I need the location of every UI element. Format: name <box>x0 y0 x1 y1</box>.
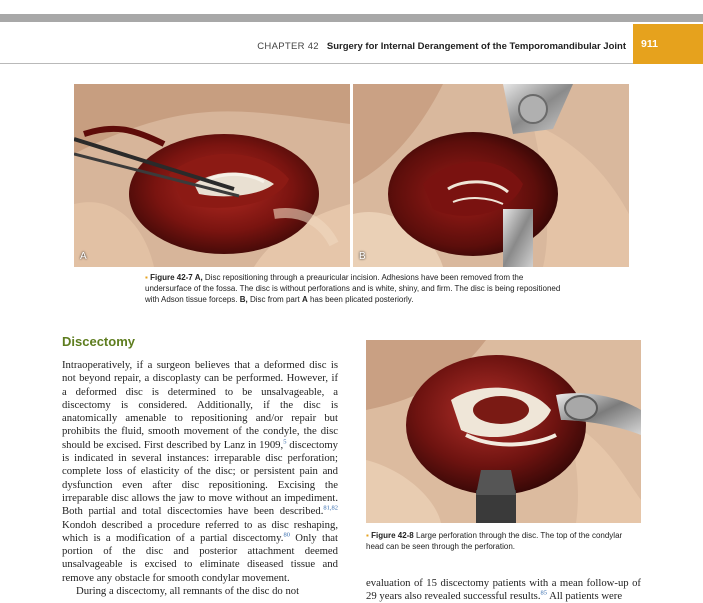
body-column-right <box>366 577 641 603</box>
ref-80[interactable]: 80 <box>283 531 290 539</box>
body-column-left <box>62 359 338 598</box>
right-text-b: All patients were <box>547 590 623 603</box>
p1-text-c: Kondoh described a procedure referred to as disc reshaping, which is a modification of a partial discectomy. <box>62 518 338 544</box>
chapter-title: Surgery for Internal Derangement of the Temporomandibular Joint <box>326 41 626 52</box>
caption-part-a-label: A, <box>192 273 203 282</box>
caption-part-a-text: Disc repositioning through a preauricular incision. Adhesions have been removed from the undersurface of the fossa. The disc is without perforations and is white, shiny, and firm. The disc is being repositioned with Adson tissue forceps. <box>145 273 561 304</box>
top-color-bar <box>0 14 703 22</box>
figure-42-8-label: Figure 42-8 <box>371 531 414 540</box>
paragraph-2: During a discectomy, all remnants of the disc do not <box>76 585 300 598</box>
figure-42-8-photo <box>366 340 641 523</box>
chapter-label: CHAPTER 42 <box>257 41 319 52</box>
ref-81-82[interactable]: 81,82 <box>323 504 338 512</box>
caption-part-b-label: B, <box>239 295 248 304</box>
paragraph-1 <box>62 359 338 585</box>
figure-42-8-caption <box>366 530 641 552</box>
p1-text-b: discectomy is indicated in several instances: irreparable disc perforation; complete loss of elasticity of the disc; or persistent pain and dysfunction even after disc repositioning. Excising the irreparable disc allows the jaw to move without an impediment. Both partial and total discectomies have been described. <box>62 438 338 518</box>
panel-a-label: A <box>80 251 87 262</box>
figure-42-7-caption <box>145 272 565 305</box>
caption-part-b-text1: Disc from part <box>247 295 302 304</box>
caption-bullet-icon: ▪ <box>366 531 369 540</box>
caption-bullet-icon: ▪ <box>145 273 148 282</box>
ref-85[interactable]: 85 <box>540 589 548 597</box>
right-text-a: evaluation of 15 discectomy patients with a mean follow-up of 29 years also revealed successful results. <box>366 577 641 603</box>
figure-42-7a-photo <box>74 84 350 267</box>
ref-5[interactable]: 5 <box>283 438 287 446</box>
running-header <box>0 36 632 58</box>
caption-part-b-text2: has been plicated posteriorly. <box>307 295 414 304</box>
panel-b-label: B <box>359 251 366 262</box>
page-number: 911 <box>633 24 703 64</box>
figure-42-7-label: Figure 42-7 <box>150 273 193 282</box>
p1-text-a: Intraoperatively, if a surgeon believes that a deformed disc is not beyond repair, a discoplasty can be performed. However, if a deformed disc is determined to be unsalvageable, a discectomy is considered. Additionally, if the disc is anatomically amenable to repositioning and/or repair but prohibits the fluid, smooth movement of the condyle, the disc should be excised. First described by Lanz in 1909, <box>62 359 338 451</box>
figure-42-8-caption-text: Large perforation through the disc. The top of the condylar head can be seen through the perforation. <box>366 531 623 551</box>
section-title: Discectomy <box>62 334 135 349</box>
header-rule <box>0 63 633 64</box>
figure-42-7b-photo <box>353 84 629 267</box>
caption-part-ref: A <box>301 295 308 304</box>
p1-text-d: Only that portion of the disc and posterior attachment deemed unsalvageable is excised to eliminate diseased tissue and remove any obstacle for smooth condylar movement. <box>62 531 338 584</box>
